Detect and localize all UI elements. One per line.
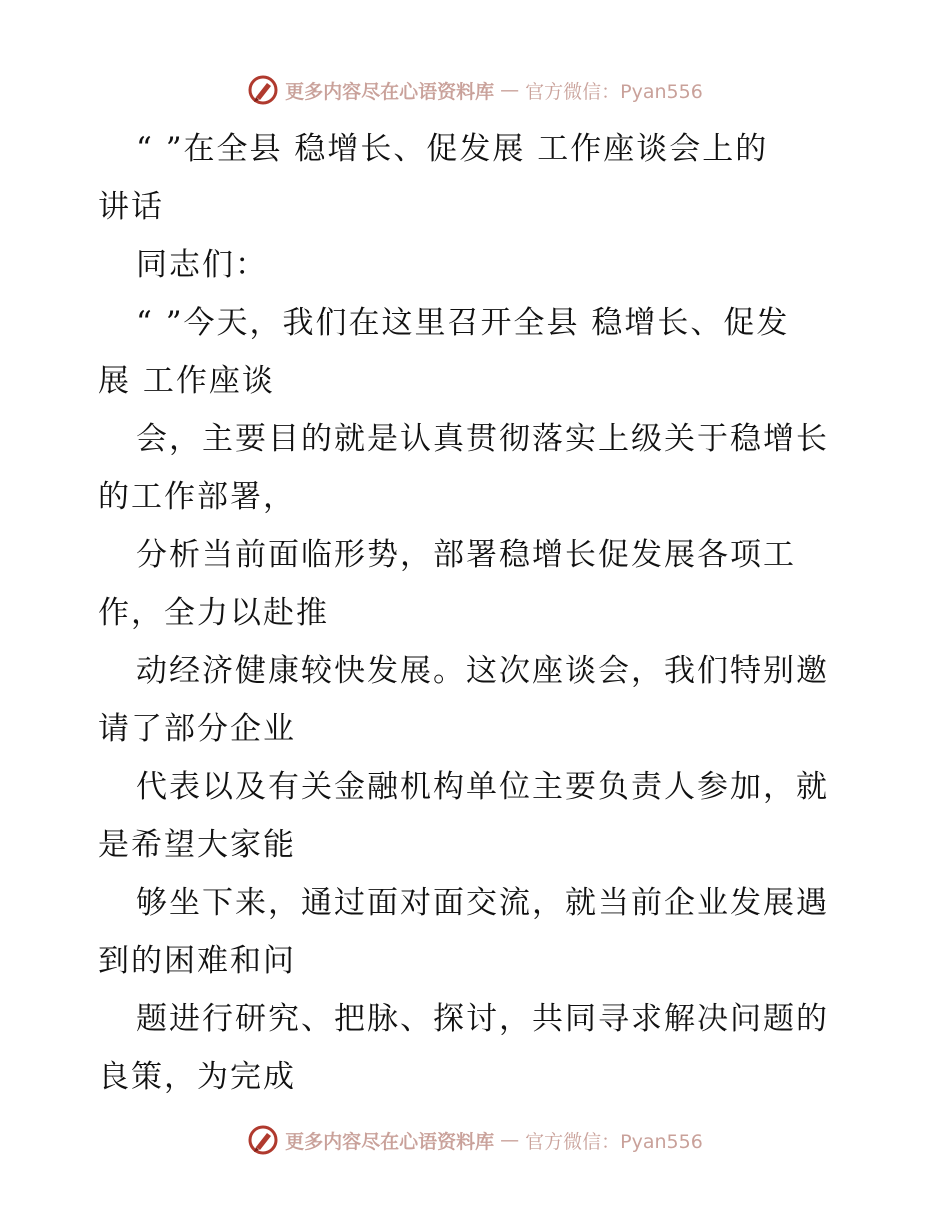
paragraph-line: 代表以及有关金融机构单位主要负责人参加，就 [136, 769, 829, 805]
watermark-header [0, 70, 950, 110]
salutation: 同志们： [136, 247, 268, 283]
paragraph-line: 题进行研究、把脉、探讨，共同寻求解决问题的 [136, 1001, 829, 1037]
watermark-contact: 官方微信：Pyan556 [525, 1130, 703, 1153]
watermark-text: 更多内容尽在心语资料库 [285, 1130, 495, 1153]
pen-circle-logo-icon [247, 74, 279, 106]
paragraph-line: 分析当前面临形势，部署稳增长促发展各项工 [136, 537, 796, 573]
title-line-1: “ ”在全县 稳增长、促发展 工作座谈会上的 [136, 131, 769, 167]
watermark-contact: 官方微信：Pyan556 [525, 80, 703, 103]
paragraph-line: “ ”今天，我们在这里召开全县 稳增长、促发 [136, 305, 790, 341]
document-body [98, 120, 858, 1106]
watermark-footer [0, 1120, 950, 1160]
paragraph-line: 作，全力以赴推 [98, 595, 329, 631]
pen-circle-logo-icon [247, 1124, 279, 1156]
watermark-separator: — [500, 1129, 520, 1151]
paragraph-line: 到的困难和问 [98, 943, 296, 979]
paragraph-line: 会，主要目的就是认真贯彻落实上级关于稳增长 [136, 421, 829, 457]
paragraph-line: 的工作部署， [98, 479, 296, 515]
paragraph-line: 够坐下来，通过面对面交流，就当前企业发展遇 [136, 885, 829, 921]
paragraph-line: 请了部分企业 [98, 711, 296, 747]
watermark-text: 更多内容尽在心语资料库 [285, 80, 495, 103]
title-line-2: 讲话 [98, 189, 164, 225]
watermark-separator: — [500, 79, 520, 101]
paragraph-line: 动经济健康较快发展。这次座谈会，我们特别邀 [136, 653, 829, 689]
paragraph-line: 良策，为完成 [98, 1059, 296, 1095]
paragraph-line: 展 工作座谈 [98, 363, 275, 399]
paragraph-line: 是希望大家能 [98, 827, 296, 863]
